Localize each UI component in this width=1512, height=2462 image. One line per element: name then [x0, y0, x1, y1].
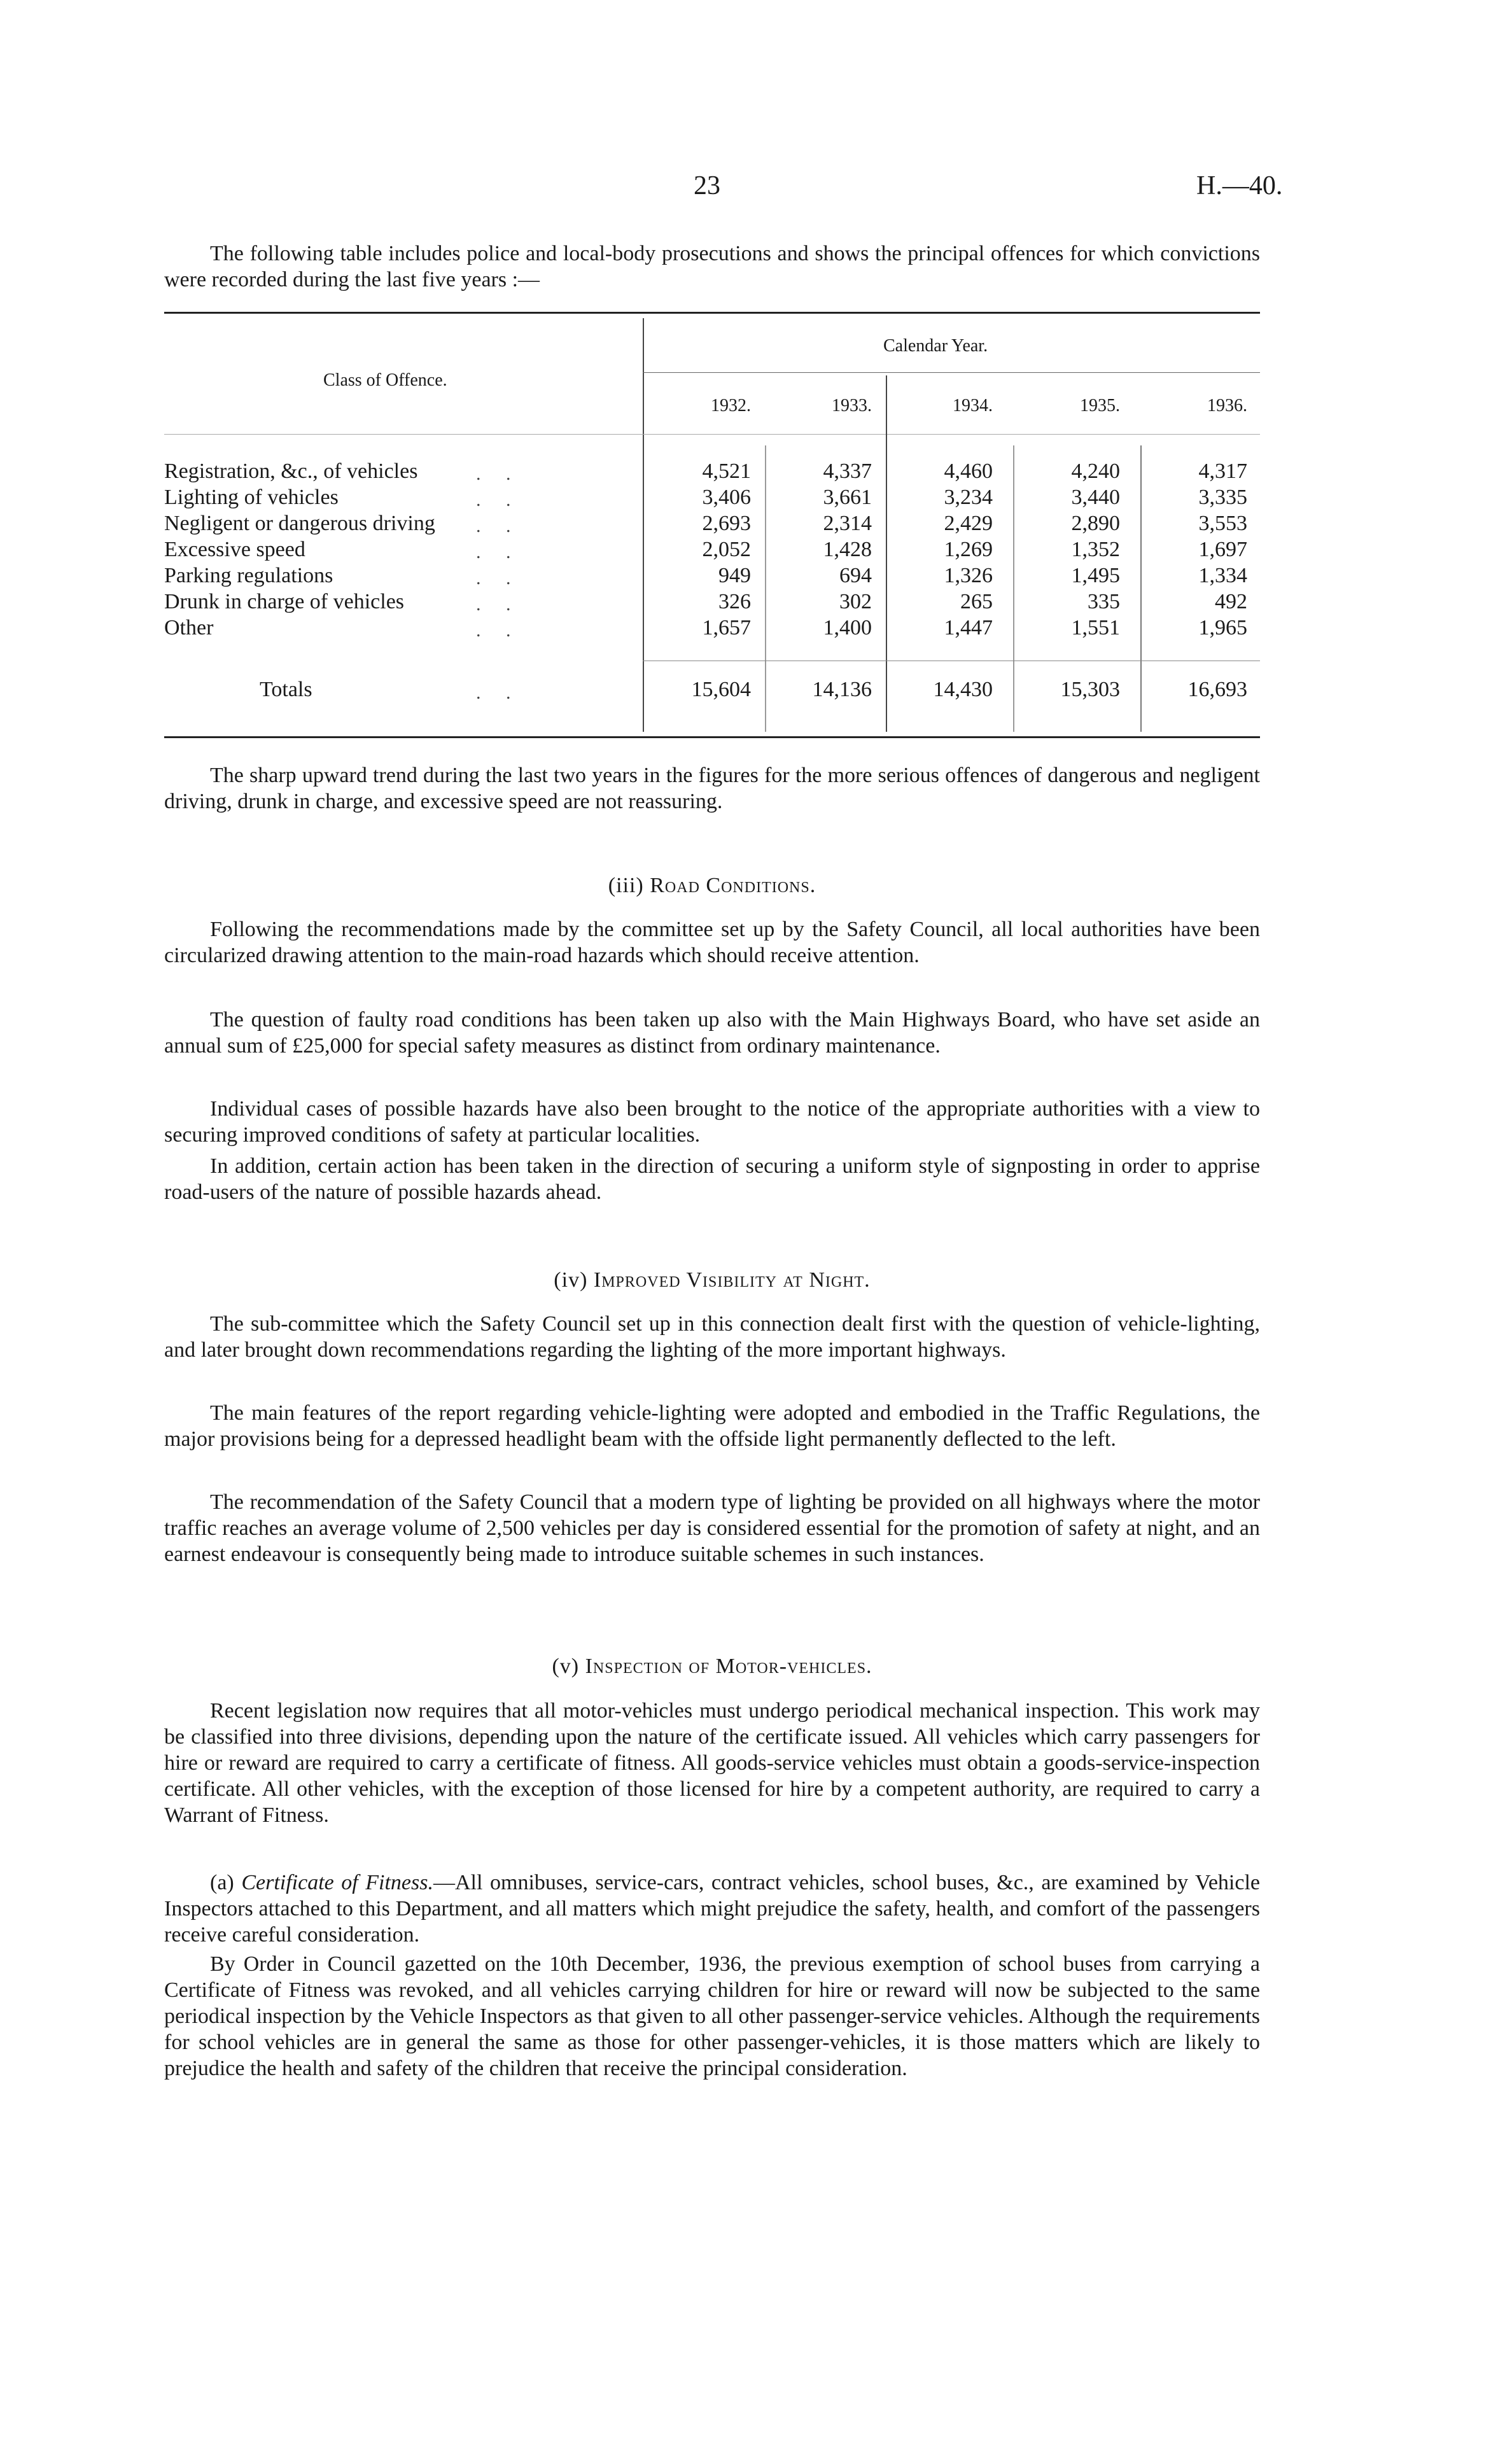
conviction-count: 2,052 [702, 538, 751, 561]
offence-label: Excessive speed [164, 538, 305, 561]
dot-leader: . . [476, 463, 521, 484]
conviction-count: 4,337 [823, 459, 872, 483]
conviction-count: 3,661 [823, 486, 872, 509]
document-reference: H.—40. [1196, 171, 1283, 200]
totals-leader: . . [476, 682, 521, 703]
road-paragraph: The question of faulty road conditions has been taken up also with the Main Highways Board, who have set aside an annual sum of £25,000 for special safety measures as distinct from ordinary maintenance. [164, 1008, 1260, 1058]
visibility-paragraph: The recommendation of the Safety Council that a modern type of lighting be provided on all highways where the motor traffic reaches an average volume of 2,500 vehicles per day is considered essential for the promotion of safety at night, and an earnest endeavour is consequently being made to introduce suitable schemes in such instances. [164, 1490, 1260, 1566]
conviction-count: 2,890 [1071, 512, 1120, 535]
total-value: 14,136 [812, 678, 872, 701]
school-bus-paragraph: By Order in Council gazetted on the 10th December, 1936, the previous exemption of school buses from carrying a Certificate of Fitness was revoked, and all vehicles carrying children for hire or reward will now be subjected to the same periodical inspection by the Vehicle Inspectors as that given to all other passenger-service vehicles. Although the requirements for school vehicles are in general the same as those for other passenger-vehicles, it is those matters which are likely to prejudice the health and safety of the children that receive the principal consideration. [164, 1952, 1260, 2080]
inspection-heading-text: Inspection of Motor-vehicles. [585, 1654, 872, 1678]
year-header: 1936. [1207, 396, 1247, 416]
dot-leader: . . [476, 489, 521, 510]
road-heading-number: (iii) [608, 874, 644, 897]
trend-paragraph: The sharp upward trend during the last two years in the figures for the more serious offences of dangerous and negligent driving, drunk in charge, and excessive speed are not reassuring. [164, 764, 1260, 813]
conviction-count: 2,429 [944, 512, 993, 535]
year-header: 1933. [832, 396, 872, 416]
conviction-count: 302 [839, 590, 872, 613]
conviction-count: 2,693 [702, 512, 751, 535]
conviction-count: 3,440 [1071, 486, 1120, 509]
conviction-count: 3,234 [944, 486, 993, 509]
total-value: 15,303 [1060, 678, 1120, 701]
visibility-heading [164, 1268, 1260, 1292]
totals-label: Totals [260, 678, 312, 701]
year-header: 1935. [1080, 396, 1120, 416]
road-paragraph: Following the recommendations made by the committee set up by the Safety Council, all local authorities have been circularized drawing attention to the main-road hazards which should receive attention. [164, 918, 1260, 967]
conviction-count: 4,317 [1198, 459, 1247, 483]
dot-leader: . . [476, 515, 521, 536]
conviction-count: 1,400 [823, 616, 872, 640]
conviction-count: 2,314 [823, 512, 872, 535]
dot-leader: . . [476, 620, 521, 641]
conviction-count: 1,697 [1198, 538, 1247, 561]
total-value: 14,430 [933, 678, 993, 701]
dot-leader: . . [476, 594, 521, 615]
offence-label: Negligent or dangerous driving [164, 512, 435, 535]
class-of-offence-header: Class of Offence. [323, 370, 447, 390]
conviction-count: 1,326 [944, 564, 993, 587]
conviction-count: 1,352 [1071, 538, 1120, 561]
offence-label: Lighting of vehicles [164, 486, 339, 509]
fitness-text: —All omnibuses, service-cars, contract vehicles, school buses, &c., are examined by Vehicle Inspectors attached to this Department, and all matters which might prejudice the safety, health, and comfort of the passengers receive careful consideration. [164, 1871, 1261, 1947]
offence-label: Drunk in charge of vehicles [164, 590, 405, 613]
inspection-heading-number: (v) [552, 1654, 580, 1678]
road-heading-text: Road Conditions. [650, 874, 816, 897]
conviction-count: 4,521 [702, 459, 751, 483]
fitness-title: Certificate of Fitness. [241, 1871, 433, 1894]
road-paragraph: In addition, certain action has been taken in the direction of securing a uniform style of signposting in order to apprise road-users of the nature of possible hazards ahead. [164, 1154, 1260, 1204]
offence-label: Registration, &c., of vehicles [164, 459, 418, 483]
conviction-count: 949 [718, 564, 751, 587]
conviction-count: 1,269 [944, 538, 993, 561]
road-conditions-heading [164, 874, 1260, 898]
visibility-heading-text: Improved Visibility at Night. [593, 1268, 871, 1292]
offence-table [164, 312, 1260, 738]
page-number: 23 [694, 171, 720, 200]
conviction-count: 335 [1088, 590, 1120, 613]
fitness-label: (a) [210, 1871, 234, 1894]
table-bottom-rule [164, 736, 1260, 738]
fitness-paragraph [164, 1870, 1260, 1948]
offence-label: Parking regulations [164, 564, 333, 587]
conviction-count: 694 [839, 564, 872, 587]
year-header: 1934. [953, 396, 993, 416]
visibility-heading-number: (iv) [554, 1268, 588, 1292]
year-header: 1932. [711, 396, 751, 416]
visibility-paragraph: The sub-committee which the Safety Council set up in this connection dealt first with the question of vehicle-lighting, and later brought down recommendations regarding the lighting of the more important highways. [164, 1312, 1260, 1362]
conviction-count: 1,657 [702, 616, 751, 640]
dot-leader: . . [476, 568, 521, 589]
conviction-count: 1,447 [944, 616, 993, 640]
conviction-count: 326 [718, 590, 751, 613]
conviction-count: 265 [960, 590, 993, 613]
table-top-rule [164, 312, 1260, 314]
road-paragraph: Individual cases of possible hazards have also been brought to the notice of the appropriate authorities with a view to securing improved conditions of safety at particular localities. [164, 1097, 1260, 1147]
visibility-paragraph: The main features of the report regarding vehicle-lighting were adopted and embodied in the Traffic Regulations, the major provisions being for a depressed headlight beam with the offside light permanently deflected to the left. [164, 1401, 1260, 1451]
conviction-count: 1,965 [1198, 616, 1247, 640]
intro-paragraph: The following table includes police and local-body prosecutions and shows the principal offences for which convictions were recorded during the last five years :— [164, 242, 1260, 291]
offence-label: Other [164, 616, 214, 640]
conviction-count: 1,334 [1198, 564, 1247, 587]
total-value: 16,693 [1187, 678, 1247, 701]
conviction-count: 4,240 [1071, 459, 1120, 483]
inspection-paragraph: Recent legislation now requires that all motor-vehicles must undergo periodical mechanical inspection. This work may be classified into three divisions, depending upon the nature of the certificate issued. All vehicles which carry passengers for hire or reward are required to carry a certificate of fitness. All goods-service vehicles must obtain a goods-service-inspection certificate. All other vehicles, with the exception of those licensed for hire by a competent authority, are required to carry a Warrant of Fitness. [164, 1699, 1260, 1827]
conviction-count: 1,428 [823, 538, 872, 561]
conviction-count: 3,553 [1198, 512, 1247, 535]
conviction-count: 3,335 [1198, 486, 1247, 509]
dot-leader: . . [476, 542, 521, 563]
total-value: 15,604 [691, 678, 751, 701]
conviction-count: 492 [1215, 590, 1247, 613]
conviction-count: 1,495 [1071, 564, 1120, 587]
inspection-heading [164, 1654, 1260, 1679]
conviction-count: 1,551 [1071, 616, 1120, 640]
conviction-count: 3,406 [702, 486, 751, 509]
calendar-year-header: Calendar Year. [883, 336, 988, 356]
conviction-count: 4,460 [944, 459, 993, 483]
